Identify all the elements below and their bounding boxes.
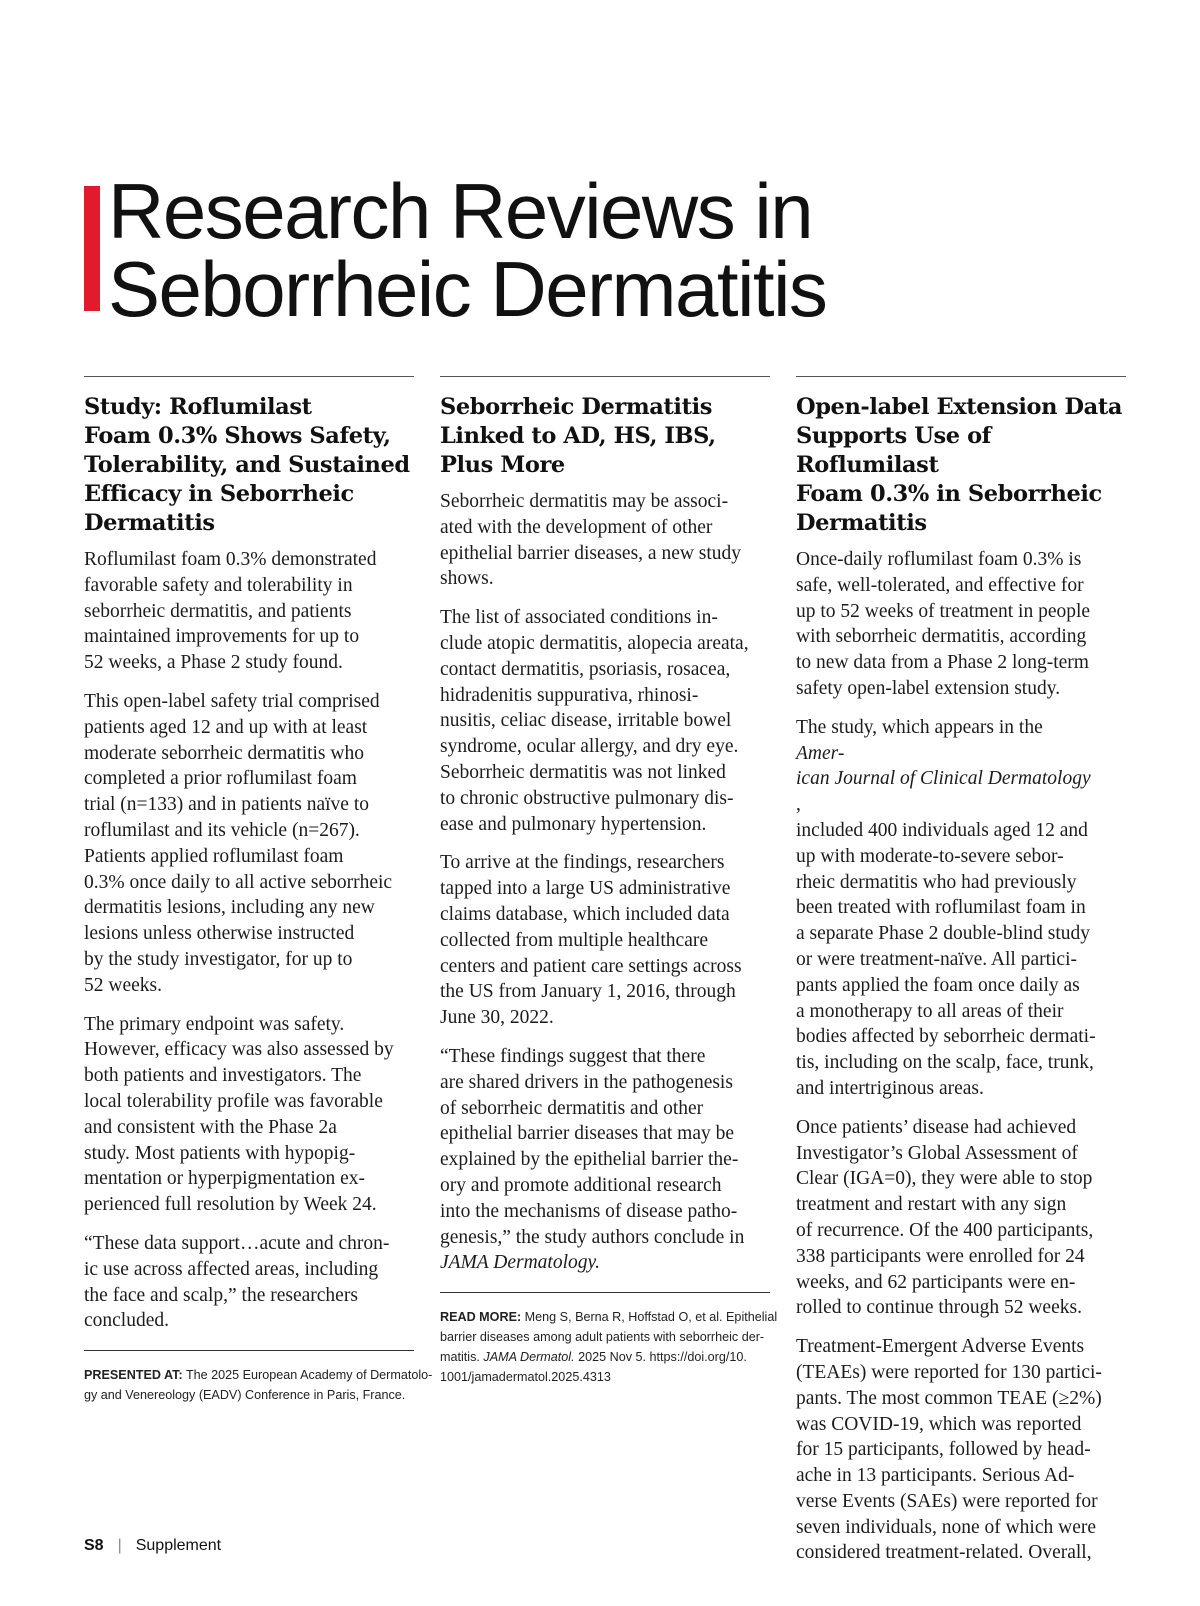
note-text: matitis. <box>440 1350 484 1365</box>
note-line <box>440 1307 778 1327</box>
text-line: ache in 13 participants. Serious Ad- <box>796 1465 1075 1487</box>
heading-line: Efficacy in Seborrheic <box>84 481 354 507</box>
text-line: Once patients’ disease had achieved <box>796 1116 1077 1138</box>
footer-separator: | <box>117 1537 122 1554</box>
article-heading <box>440 393 770 480</box>
text-line: clude atopic dermatitis, alopecia areata, <box>440 632 749 654</box>
text-line: lesions unless otherwise instructed <box>84 923 355 945</box>
text-line: both patients and investigators. The <box>84 1065 362 1087</box>
article-column-3 <box>796 376 1126 1579</box>
page-footer <box>84 1537 221 1555</box>
text-line: epithelial barrier diseases, a new study <box>440 542 742 564</box>
text-line: Once-daily roflumilast foam 0.3% is <box>796 549 1082 570</box>
heading-line: Open-label Extension Data <box>796 394 1123 420</box>
note-line: gy and Venereology (EADV) Conference in Paris, France. <box>84 1388 406 1403</box>
article-heading <box>84 393 414 538</box>
text-line: pants applied the foam once daily as <box>796 974 1080 996</box>
paragraph <box>796 1115 1126 1321</box>
text-line: of seborrheic dermatitis and other <box>440 1097 704 1119</box>
heading-line: Study: Roflumilast <box>84 394 312 420</box>
title-line-2: Seborrheic Dermatitis <box>108 245 827 333</box>
text-line: verse Events (SAEs) were reported for <box>796 1490 1098 1512</box>
text-line: The list of associated conditions in- <box>440 607 718 629</box>
text-line: hidradenitis suppurativa, rhinosi- <box>440 684 699 706</box>
heading-line: Plus More <box>440 452 565 478</box>
text-line: tapped into a large US administrative <box>440 878 731 900</box>
text-line: moderate seborrheic dermatitis who <box>84 742 364 764</box>
journal-name: JAMA Dermatology. <box>440 1252 600 1274</box>
paragraph <box>84 547 414 676</box>
text-line: maintained improvements for up to <box>84 626 360 648</box>
text-line: Seborrheic dermatitis was not linked <box>440 761 726 783</box>
text-line: roflumilast and its vehicle (n=267). <box>84 819 360 841</box>
title-accent-bar <box>84 186 100 311</box>
note-label: READ MORE: <box>440 1310 522 1325</box>
text-line: shows. <box>440 568 494 590</box>
text-line: to new data from a Phase 2 long-term <box>796 652 1089 674</box>
text-line: contact dermatitis, psoriasis, rosacea, <box>440 658 731 680</box>
journal-abbrev: JAMA Dermatol. <box>483 1350 575 1365</box>
page-number: S8 <box>84 1537 104 1554</box>
paragraph <box>440 850 770 1031</box>
title-line-1: Research Reviews in <box>108 167 813 255</box>
text-line: rolled to continue through 52 weeks. <box>796 1297 1082 1319</box>
text-line: Treatment-Emergent Adverse Events <box>796 1336 1085 1358</box>
text-line: The primary endpoint was safety. <box>84 1013 345 1035</box>
heading-line: Foam 0.3% Shows Safety, <box>84 423 391 449</box>
text-line: 52 weeks. <box>84 974 162 996</box>
paragraph <box>440 489 770 592</box>
text-line: claims database, which included data <box>440 903 730 925</box>
paragraph <box>440 605 770 837</box>
text-line: 0.3% once daily to all active seborrheic <box>84 871 393 893</box>
presented-at-note <box>84 1365 433 1405</box>
text-line: a monotherapy to all areas of their <box>796 1000 1064 1022</box>
text-line: Patients applied roflumilast foam <box>84 845 344 867</box>
paragraph <box>84 689 414 999</box>
text-line <box>440 1250 770 1276</box>
text-line: are shared drivers in the pathogenesis <box>440 1071 733 1093</box>
text-line: by the study investigator, for up to <box>84 948 353 970</box>
paragraph <box>796 547 1126 702</box>
heading-line: Seborrheic Dermatitis <box>440 394 712 420</box>
journal-name: ican Journal of Clinical Dermatology <box>796 768 1091 790</box>
heading-line: Supports Use of Roflumilast <box>796 423 991 478</box>
text-line: Roflumilast foam 0.3% demonstrated <box>84 549 377 570</box>
text-line: epithelial barrier diseases that may be <box>440 1123 735 1145</box>
heading-line: Tolerability, and Sustained <box>84 452 410 478</box>
text-line: ory and promote additional research <box>440 1174 722 1196</box>
text-line: the face and scalp,” the researchers <box>84 1284 358 1306</box>
text-line <box>796 715 1126 767</box>
text-line: completed a prior roflumilast foam <box>84 768 357 790</box>
paragraph <box>440 1044 770 1276</box>
text-line: or were treatment-naïve. All partici- <box>796 948 1077 970</box>
column-divider <box>84 376 414 377</box>
text-line: of recurrence. Of the 400 participants, <box>796 1219 1094 1241</box>
note-line <box>440 1347 770 1367</box>
text-line: collected from multiple healthcare <box>440 929 709 951</box>
text-line: tis, including on the scalp, face, trunk, <box>796 1052 1094 1074</box>
note-divider <box>84 1350 414 1351</box>
text-line: To arrive at the findings, researchers <box>440 852 725 874</box>
column-divider <box>440 376 770 377</box>
text-line: concluded. <box>84 1310 170 1332</box>
text-line: for 15 participants, followed by head- <box>796 1439 1091 1461</box>
article-heading <box>796 393 1126 538</box>
text-line: Seborrheic dermatitis may be associ- <box>440 491 729 512</box>
text-line: and intertriginous areas. <box>796 1077 984 1099</box>
text-line: rheic dermatitis who had previously <box>796 871 1077 893</box>
text-line: mentation or hyperpigmentation ex- <box>84 1168 366 1190</box>
text-line: ic use across affected areas, including <box>84 1258 379 1280</box>
text-line: was COVID-19, which was reported <box>796 1413 1082 1435</box>
text-line: genesis,” the study authors conclude in <box>440 1226 745 1248</box>
text-line: ated with the development of other <box>440 516 713 538</box>
note-divider <box>440 1292 770 1293</box>
text-line: and consistent with the Phase 2a <box>84 1116 337 1138</box>
text-line: Investigator’s Global Assessment of <box>796 1142 1078 1164</box>
note-line: barrier diseases among adult patients with seborrheic der- <box>440 1330 765 1345</box>
text-line: up to 52 weeks of treatment in people <box>796 600 1091 622</box>
heading-line: Foam 0.3% in Seborrheic <box>796 481 1102 507</box>
text-line: been treated with roflumilast foam in <box>796 897 1086 919</box>
heading-line: Dermatitis <box>84 510 215 536</box>
text-line: with seborrheic dermatitis, according <box>796 626 1087 648</box>
text-line <box>796 766 1126 818</box>
text-line: to chronic obstructive pulmonary dis- <box>440 787 734 809</box>
paragraph <box>84 1231 414 1334</box>
text-line: perienced full resolution by Week 24. <box>84 1194 377 1216</box>
text-line: included 400 individuals aged 12 and <box>796 819 1088 841</box>
text-line: considered treatment-related. Overall, <box>796 1542 1092 1564</box>
text-line: up with moderate-to-severe sebor- <box>796 845 1064 867</box>
heading-line: Linked to AD, HS, IBS, <box>440 423 716 449</box>
text-line: nusitis, celiac disease, irritable bowel <box>440 710 732 732</box>
doi-text: 1001/jamadermatol.2025.4313 <box>440 1370 611 1385</box>
text-line: weeks, and 62 participants were en- <box>796 1271 1076 1293</box>
text-segment: , <box>796 794 801 816</box>
text-line: bodies affected by seborrheic dermati- <box>796 1026 1096 1048</box>
note-label: PRESENTED AT: <box>84 1368 183 1383</box>
text-line: treatment and restart with any sign <box>796 1194 1067 1216</box>
text-line: ease and pulmonary hypertension. <box>440 813 707 835</box>
text-line: favorable safety and tolerability in <box>84 574 353 596</box>
section-label: Supplement <box>135 1537 222 1554</box>
text-line: safe, well-tolerated, and effective for <box>796 574 1084 596</box>
note-line <box>84 1365 433 1385</box>
text-line: seborrheic dermatitis, and patients <box>84 600 352 622</box>
note-text: 2025 Nov 5. https://doi.org/10. <box>574 1350 747 1365</box>
text-line: into the mechanisms of disease patho- <box>440 1200 738 1222</box>
text-line: the US from January 1, 2016, through <box>440 981 736 1003</box>
text-line: 52 weeks, a Phase 2 study found. <box>84 652 343 674</box>
read-more-note <box>440 1307 778 1387</box>
note-text: The 2025 European Academy of Dermatolo- <box>182 1368 433 1383</box>
note-text: Meng S, Berna R, Hoffstad O, et al. Epithelial <box>521 1310 778 1325</box>
journal-name: Amer- <box>796 742 845 764</box>
text-segment: The study, which appears in the <box>796 716 1043 738</box>
text-line: explained by the epithelial barrier the- <box>440 1149 739 1171</box>
text-line: seven individuals, none of which were <box>796 1516 1097 1538</box>
paragraph <box>84 1012 414 1218</box>
text-line: trial (n=133) and in patients naïve to <box>84 794 370 816</box>
text-line: “These data support…acute and chron- <box>84 1232 390 1254</box>
text-line: dermatitis lesions, including any new <box>84 897 375 919</box>
column-divider <box>796 376 1126 377</box>
text-line: centers and patient care settings across <box>440 955 742 977</box>
text-line: 338 participants were enrolled for 24 <box>796 1245 1085 1267</box>
text-line: safety open-label extension study. <box>796 677 1061 699</box>
text-line: syndrome, ocular allergy, and dry eye. <box>440 736 739 758</box>
text-line: patients aged 12 and up with at least <box>84 716 368 738</box>
text-line: local tolerability profile was favorable <box>84 1090 383 1112</box>
text-line: pants. The most common TEAE (≥2%) <box>796 1387 1102 1409</box>
text-line: June 30, 2022. <box>440 1007 554 1029</box>
text-line: However, efficacy was also assessed by <box>84 1039 394 1061</box>
text-line: (TEAEs) were reported for 130 partici- <box>796 1361 1102 1383</box>
text-line: This open-label safety trial comprised <box>84 690 380 712</box>
text-line: a separate Phase 2 double-blind study <box>796 923 1091 945</box>
heading-line: Dermatitis <box>796 510 927 536</box>
paragraph <box>796 715 1126 1102</box>
text-line: “These findings suggest that there <box>440 1045 706 1067</box>
page-title <box>108 167 1148 333</box>
article-column-1 <box>84 376 433 1405</box>
text-line: study. Most patients with hypopig- <box>84 1142 356 1164</box>
paragraph <box>796 1334 1126 1566</box>
text-line: Clear (IGA=0), they were able to stop <box>796 1168 1093 1190</box>
article-column-2 <box>440 376 778 1387</box>
